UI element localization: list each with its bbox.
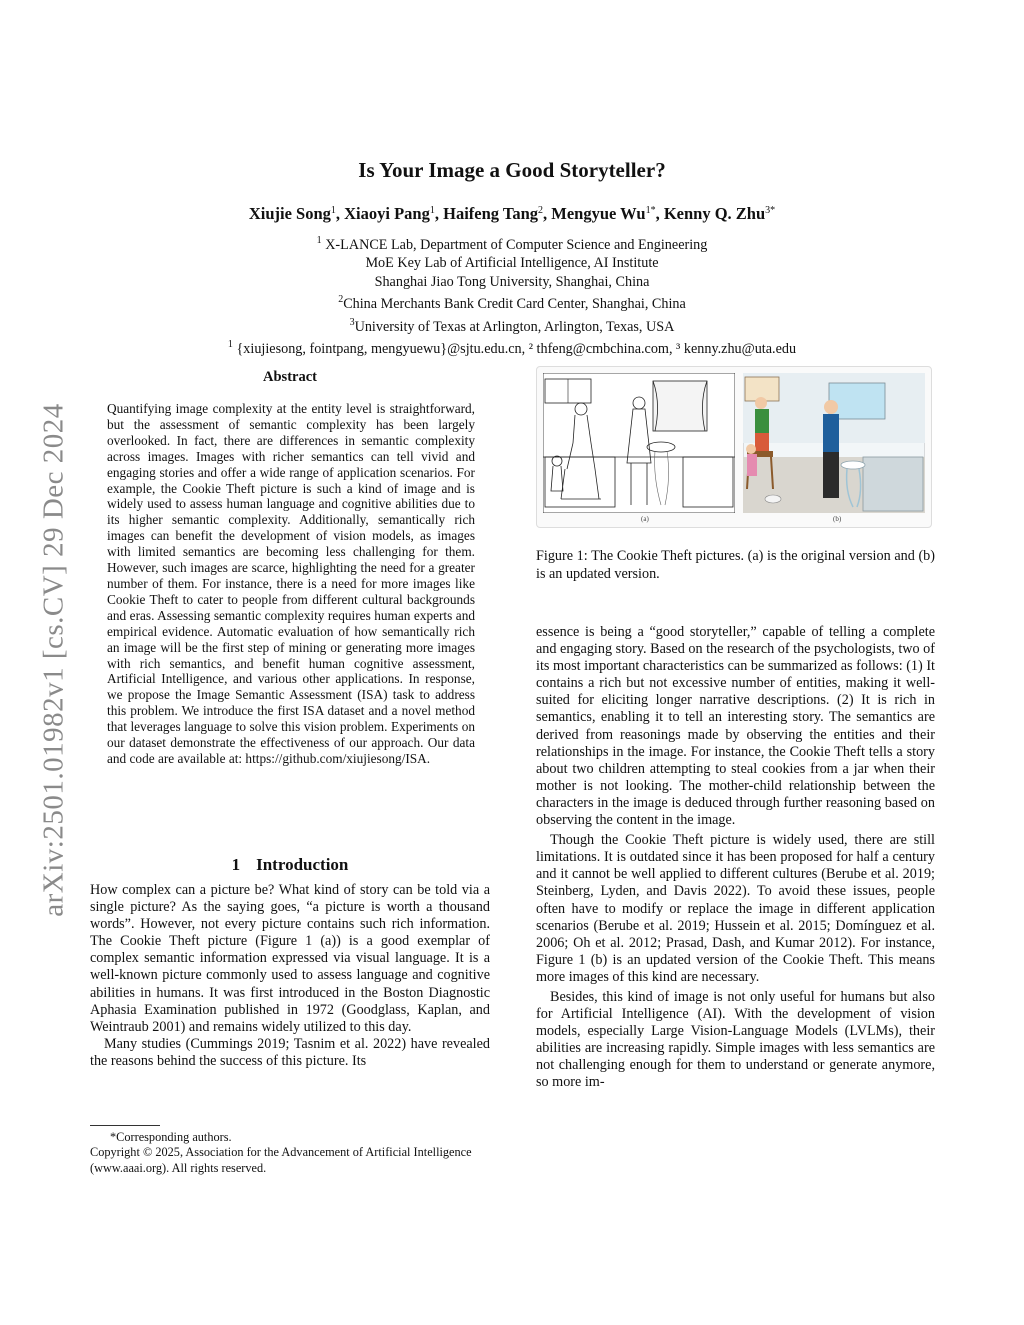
right-column-body (536, 624, 935, 1092)
affiliation-line: $^3$University of Texas at Arlington, Arlington, Texas, USA (349, 316, 675, 335)
paragraph: How complex can a picture be? What kind of story can be told via a single picture? As the saying goes, “a picture is worth a thousand words”. However, not every picture contains such rich information. The Cookie Theft picture (Figure 1 (a)) is a good exemplar of complex semantic information expressed via visual language. It is a well-known picture commonly used to assess language and cognitive abilities in humans. It was first introduced in the Boston Diagnostic Aphasia Examination published in 1972 (Goodglass, Kaplan, and Weintraub 2001) and remains widely utilized to this day. (90, 882, 490, 1035)
author: Mengyue $Wu^{1*}$ (551, 204, 656, 223)
footnote-rule (90, 1125, 160, 1126)
affiliation-line: $^2$China Merchants Bank Credit Card Center, Shanghai, China (338, 294, 686, 313)
author: Haifeng Tang$^2$ (443, 204, 544, 223)
abstract-heading: Abstract (263, 369, 317, 385)
author: Xiujie Song$^1$ (248, 204, 336, 223)
paragraph: essence is being a “good storyteller,” capable of telling a complete and engaging story. Based on the research of the psychologists, two of its most important characteristics can be summarized as follows: (1) It contains a rich but not excessive number of entities, making it well-suited for eliciting longer narrative descriptions. (2) It is rich in semantics, enabling it to tell an interesting story. The semantics are derived from reasonings made by observing the entities and their relationships in the image. For instance, the Cookie Theft tells a story about two children attempting to steal cookies from a jar when their mother is not looking. The mother-child relationship between the characters in the image is deduced through further reasoning based on observing the content in the image. (536, 624, 935, 829)
paragraph: Many studies (Cummings 2019; Tasnim et al. 2022) have revealed the reasons behind the success of this picture. Its (90, 1035, 490, 1069)
abstract-text: Quantifying image complexity at the entity level is straightforward, but the assessment of semantic complexity has been largely overlooked. In fact, there are differences in semantic complexity across images. Images with richer semantics can tell vivid and engaging stories and offer a wide range of application scenarios. For example, the Cookie Theft picture is such a kind of image and is widely used to assess human language and cognitive abilities due to its higher semantic complexity. Additionally, semantically rich images can benefit the development of vision models, as images with limited semantics are becoming less challenging for them. However, such images are scarce, highlighting the need for a greater number of them. For instance, there is a need for more images like Cookie Theft to cater to people from different cultural backgrounds and eras. Assessing semantic complexity requires human experts and empirical evidence. Automatic evaluation of how semantically rich an image will be the first step of mining or generating more images with rich semantics, and benefit human cognitive assessment, Artificial Intelligence, and various other applications. In response, we propose the Image Semantic Assessment (ISA) task to address this problem. We introduce the first ISA dataset and a novel method that leverages language to solve this vision problem. Experiments on our dataset demonstrate the effectiveness of our approach. Our data and code are available at: https://github.com/xiujiesong/ISA. (107, 401, 475, 766)
arxiv-identifier-text: arXiv:2501.01982v1 [cs.CV] 29 Dec 2024 (37, 403, 70, 917)
author: Xiaoyi Pang$^1$ (344, 204, 435, 223)
paragraph: Besides, this kind of image is not only useful for humans but also for Artificial Intelligence (AI). With the development of vision models, especially Large Vision-Language Models (LVLMs), their abilities are increasing rapidly. Simple images with less semantics are not challenging enough for them to understand or generate anymore, so more im- (536, 988, 935, 1091)
arxiv-identifier (36, 350, 72, 970)
section-title: Introduction (256, 855, 349, 874)
section-number: 1 (231, 855, 241, 874)
section-heading-introduction (90, 855, 490, 875)
affiliation-block (0, 232, 1024, 358)
author: Kenny Q. Zhu$^{3*}$ (663, 204, 776, 223)
paper-title: Is Your Image a Good Storyteller? (358, 158, 666, 182)
figure-caption: Figure 1: The Cookie Theft pictures. (a) is the original version and (b) is an updated version. (536, 548, 935, 582)
affiliation-emails: $^1$ {xiujiesong, fointpang, mengyuewu}@sjtu.edu.cn, ² thfeng@cmbchina.com, ³ kenny.zhu@uta.edu (227, 339, 797, 358)
cookie-theft-updated-illustration (743, 373, 925, 513)
figure-subcaption-b: (b) (833, 515, 842, 523)
footnote-corresponding: *Corresponding authors. (110, 1130, 232, 1144)
affiliation-line: $^1$ X-LANCE Lab, Department of Computer Science and Engineering (316, 235, 708, 253)
footnote-copyright: Copyright © 2025, Association for the Advancement of Artificial Intelligence (www.aaai.org). All rights reserved. (90, 1145, 472, 1175)
paragraph: Though the Cookie Theft picture is widely used, there are still limitations. It is outdated since it has been proposed for half a century and it cannot be well applied to different cultures (Berube et al. 2019; Steinberg, Lyden, and Davis 2022). To avoid these issues, people often have to modify or replace the image in different application scenarios (Berube et al. 2019; Hussein et al. 2015; Domínguez et al. 2006; Oh et al. 2012; Prasad, Dash, and Kumar 2012). For instance, Figure 1 (b) is an updated version of the Cookie Theft. This means more images of this kind are necessary. (536, 832, 935, 985)
cookie-theft-original-illustration (543, 373, 735, 513)
affiliation-line: MoE Key Lab of Artificial Intelligence, AI Institute (365, 255, 659, 272)
author-list: Xiujie Song$^1$, Xiaoyi Pang$^1$, Haifeng Tang$^2$, Mengyue $Wu^{1*}$, Kenny Q. Zhu$^{3*}$ (248, 204, 776, 223)
figure-cookie-theft (536, 366, 932, 528)
footnote (90, 1130, 490, 1176)
figure-subcaption-a: (a) (641, 515, 649, 523)
affiliation-line: Shanghai Jiao Tong University, Shanghai, China (374, 273, 650, 290)
introduction-body (90, 882, 490, 1070)
